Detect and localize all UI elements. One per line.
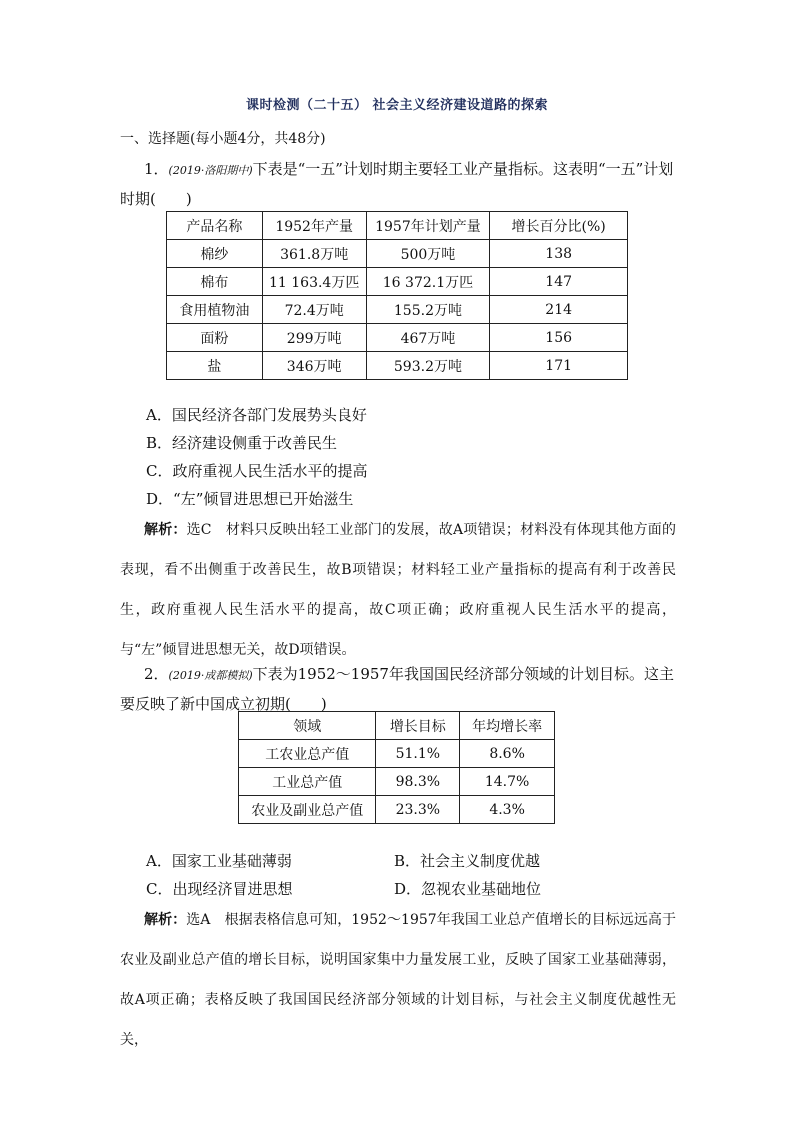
page-title: 课时检测（二十五） 社会主义经济建设道路的探索	[245, 98, 549, 113]
table-cell: 467万吨	[366, 324, 490, 352]
table-row	[239, 796, 555, 824]
q1-option-c[interactable]: C．政府重视人民生活水平的提高	[146, 462, 368, 480]
analysis-text: 选A 根据表格信息可知，1952～1957年我国工业总产值增长的目标远远高于农业及副业总产值的增长目标，说明国家集中力量发展工业，反映了国家工业基础薄弱，故A项正确；表格反映了我国国民经济部分领域的计划目标，与社会主义制度优越性无关，	[120, 912, 676, 1048]
table-cell: 500万吨	[366, 240, 490, 268]
table-cell: 593.2万吨	[366, 352, 490, 380]
q2-data-table	[238, 711, 555, 824]
question-1-stem: 1．(2019·洛阳期中)下表是“一五”计划时期主要轻工业产量指标。这表明“一五”计划时期( )	[120, 160, 674, 208]
table-row	[239, 740, 555, 768]
table-cell: 214	[490, 296, 628, 324]
table-row	[167, 324, 628, 352]
table-cell: 346万吨	[262, 352, 366, 380]
table-cell: 361.8万吨	[262, 240, 366, 268]
table-header-row	[167, 212, 628, 240]
table-cell: 工业总产值	[239, 768, 376, 796]
question-source: (2019·成都模拟)	[168, 669, 253, 682]
table-header-row	[239, 712, 555, 740]
table-cell: 98.3%	[376, 768, 460, 796]
table-cell: 工农业总产值	[239, 740, 376, 768]
q1-option-a[interactable]: A．国民经济各部门发展势头良好	[146, 406, 367, 424]
section-heading: 一、选择题(每小题4分，共48分)	[120, 131, 326, 147]
table-row	[167, 296, 628, 324]
table-cell: 8.6%	[460, 740, 555, 768]
table-header-cell: 产品名称	[167, 212, 263, 240]
q2-analysis	[120, 900, 676, 1060]
table-cell: 155.2万吨	[366, 296, 490, 324]
table-row	[167, 240, 628, 268]
table-row	[167, 352, 628, 380]
table-cell: 14.7%	[460, 768, 555, 796]
table-cell: 299万吨	[262, 324, 366, 352]
table-header-cell: 领域	[239, 712, 376, 740]
table-cell: 72.4万吨	[262, 296, 366, 324]
question-text: 下表是“一五”计划时期主要轻工业产量指标。这表明“一五”计划时期(	[120, 160, 674, 208]
q2-option-b[interactable]: B．社会主义制度优越	[394, 852, 541, 870]
table-cell: 51.1%	[376, 740, 460, 768]
table-cell: 16 372.1万匹	[366, 268, 490, 296]
table-cell: 食用植物油	[167, 296, 263, 324]
table-cell: 棉布	[167, 268, 263, 296]
question-number: 2．	[144, 665, 169, 683]
table-cell: 156	[490, 324, 628, 352]
table-header-cell: 增长百分比(%)	[490, 212, 628, 240]
table-cell: 147	[490, 268, 628, 296]
question-text: 下表为1952～1957年我国国民经济部分领域的计划目标。这主要反映了新中国成立初期(	[120, 665, 674, 713]
table-row	[167, 268, 628, 296]
question-number: 1．	[144, 160, 169, 178]
analysis-text: 选C 材料只反映出轻工业部门的发展，故A项错误；材料没有体现其他方面的表现，看不出侧重于改善民生，故B项错误；材料轻工业产量指标的提高有利于改善民生，政府重视人民生活水平的提高，故C项正确；政府重视人民生活水平的提高，与“左”倾冒进思想无关，故D项错误。	[120, 522, 677, 658]
table-cell: 11 163.4万匹	[262, 268, 366, 296]
q1-data-table	[166, 211, 628, 380]
table-cell: 盐	[167, 352, 263, 380]
table-header-cell: 1957年计划产量	[366, 212, 490, 240]
analysis-label: 解析：	[144, 522, 187, 538]
q2-option-c[interactable]: C．出现经济冒进思想	[146, 880, 293, 898]
q1-analysis	[120, 510, 676, 670]
q2-option-a[interactable]: A．国家工业基础薄弱	[146, 852, 292, 870]
table-header-cell: 年均增长率	[460, 712, 555, 740]
table-cell: 农业及副业总产值	[239, 796, 376, 824]
table-cell: 4.3%	[460, 796, 555, 824]
table-cell: 23.3%	[376, 796, 460, 824]
table-cell: 棉纱	[167, 240, 263, 268]
question-source: (2019·洛阳期中)	[168, 164, 253, 177]
table-row	[239, 768, 555, 796]
table-header-cell: 1952年产量	[262, 212, 366, 240]
q1-option-d[interactable]: D．“左”倾冒进思想已开始滋生	[146, 490, 354, 508]
table-header-cell: 增长目标	[376, 712, 460, 740]
question-2-stem: 2．(2019·成都模拟)下表为1952～1957年我国国民经济部分领域的计划目标。这主要反映了新中国成立初期( )	[120, 665, 674, 713]
q1-option-b[interactable]: B．经济建设侧重于改善民生	[146, 434, 338, 452]
analysis-label: 解析：	[144, 912, 187, 928]
table-cell: 面粉	[167, 324, 263, 352]
table-cell: 171	[490, 352, 628, 380]
q2-option-d[interactable]: D．忽视农业基础地位	[394, 880, 542, 898]
table-cell: 138	[490, 240, 628, 268]
